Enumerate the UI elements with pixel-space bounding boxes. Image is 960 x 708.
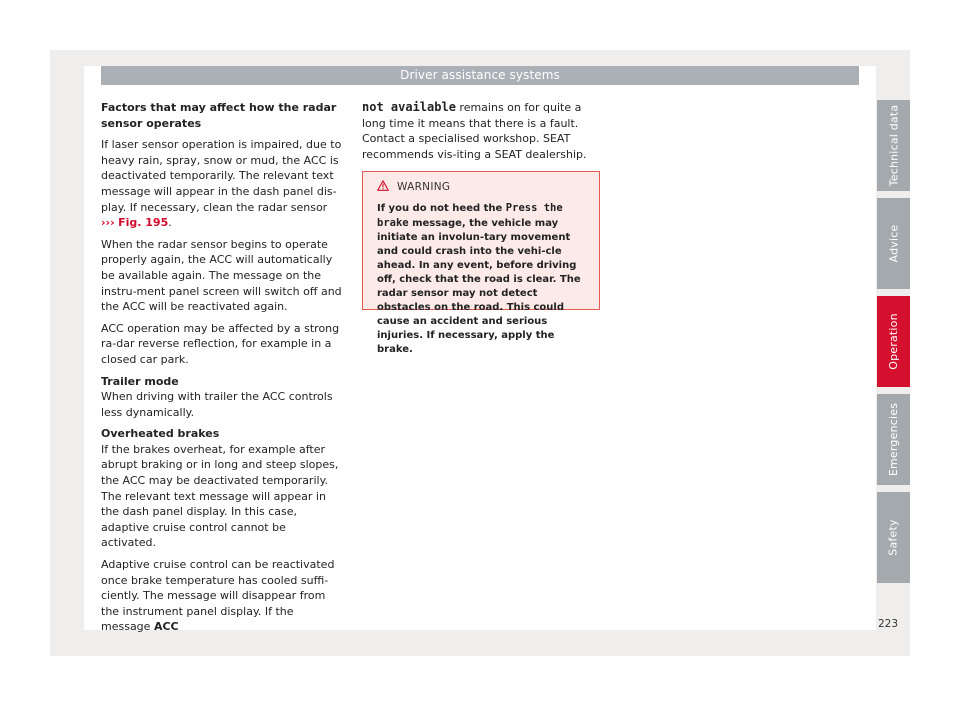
paragraph-text: If laser sensor operation is impaired, due to heavy rain, spray, snow or mud, the ACC is deactivated temporarily. The relevant text message will appear in the dash panel dis-play. If necessary, clean the radar sensor bbox=[101, 138, 342, 214]
heading-trailer-mode: Trailer mode bbox=[101, 374, 179, 388]
paragraph-brakes-overheat: If the brakes overheat, for example after abrupt braking or in long and steep slopes, the ACC may be deactivated temporarily. The relevant text message will appear in the dash panel display. In this case, adaptive cruise control cannot be activated. bbox=[101, 442, 339, 550]
figure-reference-link[interactable]: Fig. 195 bbox=[118, 216, 169, 230]
warning-text bbox=[363, 196, 599, 357]
tab-label: Operation bbox=[887, 313, 901, 370]
warning-header bbox=[363, 172, 599, 196]
page-header: Driver assistance systems bbox=[101, 66, 859, 85]
paragraph-continuation bbox=[362, 100, 602, 162]
paragraph-text: Adaptive cruise control can be reactivated once brake temperature has cooled suffi-ciently. The message will disappear from the instrument panel display. If the message bbox=[101, 558, 335, 634]
page-number: 223 bbox=[877, 618, 898, 630]
tab-label: Safety bbox=[887, 519, 901, 556]
paragraph-reverse-reflection: ACC operation may be affected by a strong ra-dar reverse reflection, for example in a closed car park. bbox=[101, 321, 340, 366]
tab-operation[interactable] bbox=[877, 296, 910, 387]
tab-safety[interactable] bbox=[877, 492, 910, 583]
tab-advice[interactable] bbox=[877, 198, 910, 289]
message-acc: ACC bbox=[153, 620, 179, 634]
paragraph-end: . bbox=[168, 216, 172, 230]
tab-label: Emergencies bbox=[887, 402, 901, 477]
paragraph-laser-impaired bbox=[101, 137, 343, 231]
paragraph-sensor-operates: When the radar sensor begins to operate properly again, the ACC will automatically be available again. The message on the instru-ment panel screen will switch off and the ACC will be reactivated again. bbox=[101, 237, 342, 314]
warning-box bbox=[362, 171, 600, 355]
message-not-available: not available bbox=[362, 100, 456, 114]
tab-emergencies[interactable] bbox=[877, 394, 910, 485]
tab-label: Technical data bbox=[887, 104, 900, 187]
message-press-the-brake: Press the brake bbox=[377, 202, 563, 229]
paragraph-reactivated bbox=[101, 557, 343, 635]
warning-title: WARNING bbox=[397, 181, 451, 193]
heading-overheated-brakes: Overheated brakes bbox=[101, 427, 220, 441]
tab-label: Advice bbox=[887, 224, 900, 263]
tab-technical-data[interactable] bbox=[877, 100, 910, 191]
warning-text-start: If you do not heed the bbox=[377, 203, 506, 214]
text-column-right bbox=[362, 100, 602, 168]
paragraph-trailer: When driving with trailer the ACC controls less dynamically. bbox=[101, 390, 333, 419]
paragraph-text: remains on for quite a long time it means that there is a fault. Contact a specialised workshop. SEAT recommends vis-iting a SEAT dealership. bbox=[362, 101, 587, 161]
warning-triangle-icon bbox=[377, 180, 389, 194]
heading-radar-sensor: Factors that may affect how the radar sensor operates bbox=[101, 101, 337, 130]
reference-arrows: ››› bbox=[101, 216, 115, 230]
warning-text-end: message, the vehicle may initiate an involun-tary movement and could crash into the vehi-cle ahead. In any event, before driving off, check that the road is clear. The radar sensor may not detect obstacles on the road. This could cause an accident and serious injuries. If necessary, apply the brake. bbox=[377, 218, 581, 355]
text-column-left bbox=[101, 100, 343, 641]
